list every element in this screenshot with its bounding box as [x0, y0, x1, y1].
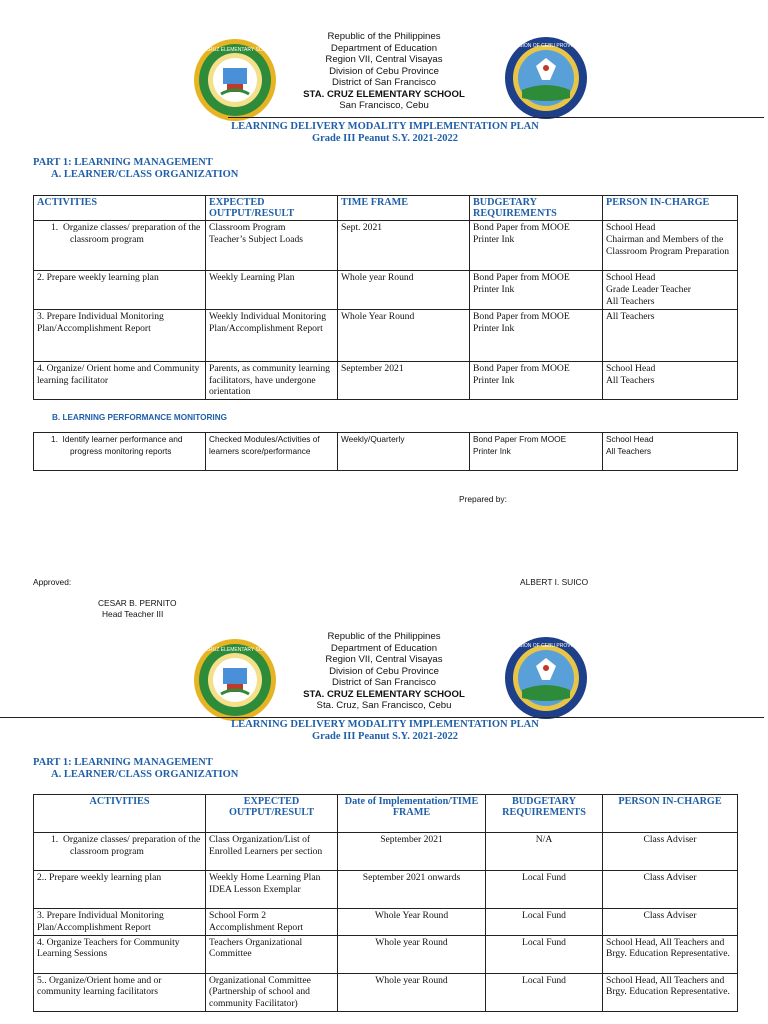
activity-cell: 2. Prepare weekly learning plan: [34, 271, 206, 309]
column-header: TIME FRAME: [338, 196, 470, 221]
person-cell: School Head, All Teachers and Brgy. Education Representative.: [603, 935, 738, 973]
budget-cell: Local Fund: [486, 871, 603, 909]
item-number: 1.: [51, 434, 58, 444]
time-cell: Whole Year Round: [338, 309, 470, 361]
activity-cell: 3. Prepare Individual Monitoring Plan/Accomplishment Report: [34, 309, 206, 361]
column-header: BUDGETARY REQUIREMENTS: [470, 196, 603, 221]
output-cell: Checked Modules/Activities of learners score/performance: [206, 433, 338, 471]
time-cell: Whole year Round: [338, 973, 486, 1011]
table-row: [34, 935, 738, 973]
letterhead-line: Republic of the Philippines: [327, 631, 441, 642]
letterhead-line: District of San Francisco: [332, 77, 436, 88]
school-address: San Francisco, Cebu: [339, 100, 429, 111]
svg-text:STA. CRUZ ELEMENTARY SCHOOL: STA. CRUZ ELEMENTARY SCHOOL: [193, 647, 277, 653]
part-heading: [33, 157, 238, 181]
letterhead-line: Division of Cebu Province: [329, 665, 439, 677]
person-cell: School Head Chairman and Members of the Classroom Program Preparation: [603, 221, 738, 271]
output-cell: Weekly Individual Monitoring Plan/Accomplishment Report: [206, 309, 338, 361]
activity-cell: [34, 221, 206, 271]
plan-title: LEARNING DELIVERY MODALITY IMPLEMENTATION PLAN: [231, 121, 539, 132]
division-seal-icon: [504, 36, 588, 120]
time-cell: Whole Year Round: [338, 909, 486, 936]
person-cell: All Teachers: [603, 309, 738, 361]
time-cell: September 2021: [338, 361, 470, 399]
letterhead-line: Region VII, Central Visayas: [325, 54, 443, 65]
time-cell: Whole year Round: [338, 935, 486, 973]
time-cell: Weekly/Quarterly: [338, 433, 470, 471]
letterhead-line: Department of Education: [330, 642, 438, 654]
budget-cell: N/A: [486, 833, 603, 871]
person-cell: School Head Grade Leader Teacher All Teachers: [603, 271, 738, 309]
output-cell: Weekly Learning Plan: [206, 271, 338, 309]
section-a-title: A. LEARNER/CLASS ORGANIZATION: [51, 769, 239, 780]
plan-title-block: [150, 719, 620, 742]
output-cell: Teachers Organizational Committee: [206, 935, 338, 973]
table-row: [34, 909, 738, 936]
division-seal-icon: [504, 636, 588, 720]
column-header: PERSON IN-CHARGE: [603, 196, 738, 221]
person-cell: School Head All Teachers: [603, 361, 738, 399]
letterhead: [230, 631, 538, 712]
preparer-name: ALBERT I. SUICO: [520, 577, 589, 587]
column-header: PERSON IN-CHARGE: [603, 795, 738, 833]
table-row: [34, 433, 738, 471]
activity-cell: 4. Organize Teachers for Community Learning Sessions: [34, 935, 206, 973]
table-header-row: [34, 196, 738, 221]
part-title: PART 1: LEARNING MANAGEMENT: [33, 757, 213, 768]
svg-text:STA. CRUZ ELEMENTARY SCHOOL: STA. CRUZ ELEMENTARY SCHOOL: [193, 47, 277, 53]
approver-title: Head Teacher III: [102, 609, 164, 619]
header-divider: [228, 117, 764, 118]
section-b-title: B. LEARNING PERFORMANCE MONITORING: [52, 413, 227, 422]
table-row: [34, 309, 738, 361]
activity-cell: 2.. Prepare weekly learning plan: [34, 871, 206, 909]
plan-subtitle: Grade III Peanut S.Y. 2021-2022: [311, 132, 459, 144]
activity-cell: 3. Prepare Individual Monitoring Plan/Accomplishment Report: [34, 909, 206, 936]
section-a-title: A. LEARNER/CLASS ORGANIZATION: [51, 169, 239, 180]
plan-subtitle: Grade III Peanut S.Y. 2021-2022: [311, 730, 459, 742]
output-cell: Weekly Home Learning Plan IDEA Lesson Exemplar: [206, 871, 338, 909]
activity-text: Identify learner performance and progress monitoring reports: [62, 434, 183, 456]
letterhead-line: Republic of the Philippines: [327, 31, 441, 42]
budget-cell: Bond Paper From MOOE Printer Ink: [470, 433, 603, 471]
activity-cell: [34, 833, 206, 871]
table-row: [34, 271, 738, 309]
person-cell: Class Adviser: [603, 833, 738, 871]
learner-organization-table: [33, 794, 738, 1012]
person-cell: School Head All Teachers: [603, 433, 738, 471]
activity-cell: 5.. Organize/Orient home and or community learning facilitators: [34, 973, 206, 1011]
part-heading: [33, 757, 238, 781]
budget-cell: Local Fund: [486, 973, 603, 1011]
letterhead-line: Department of Education: [330, 42, 438, 54]
person-cell: School Head, All Teachers and Brgy. Education Representative.: [603, 973, 738, 1011]
letterhead-line: Division of Cebu Province: [329, 65, 439, 77]
column-header: EXPECTED OUTPUT/RESULT: [206, 196, 338, 221]
budget-cell: Local Fund: [486, 909, 603, 936]
time-cell: September 2021 onwards: [338, 871, 486, 909]
performance-monitoring-table: [33, 432, 738, 471]
output-cell: Classroom Program Teacher’s Subject Loads: [206, 221, 338, 271]
school-address: Sta. Cruz, San Francisco, Cebu: [316, 700, 452, 711]
item-number: 1.: [51, 834, 59, 845]
budget-cell: Bond Paper from MOOE Printer Ink: [470, 271, 603, 309]
output-cell: Organizational Committee (Partnership of school and community Facilitator): [206, 973, 338, 1011]
column-header: EXPECTED OUTPUT/RESULT: [206, 795, 338, 833]
budget-cell: Local Fund: [486, 935, 603, 973]
time-cell: Whole year Round: [338, 271, 470, 309]
table-row: [34, 973, 738, 1011]
output-cell: Class Organization/List of Enrolled Learners per section: [206, 833, 338, 871]
learner-organization-table: [33, 195, 738, 400]
document-page-2: [0, 606, 768, 1024]
plan-title-block: [150, 121, 620, 144]
activity-cell: 4. Organize/ Orient home and Community learning facilitator: [34, 361, 206, 399]
budget-cell: Bond Paper from MOOE Printer Ink: [470, 361, 603, 399]
column-header: Date of Implementation/TIME FRAME: [338, 795, 486, 833]
output-cell: Parents, as community learning facilitators, have undergone orientation: [206, 361, 338, 399]
school-name: STA. CRUZ ELEMENTARY SCHOOL: [303, 88, 465, 100]
time-cell: Sept. 2021: [338, 221, 470, 271]
budget-cell: Bond Paper from MOOE Printer Ink: [470, 221, 603, 271]
approver-name: CESAR B. PERNITO: [98, 598, 177, 608]
letterhead: [230, 31, 538, 112]
column-header: ACTIVITIES: [34, 196, 206, 221]
part-title: PART 1: LEARNING MANAGEMENT: [33, 157, 213, 168]
activity-cell: [34, 433, 206, 471]
table-row: [34, 871, 738, 909]
table-row: [34, 221, 738, 271]
letterhead-line: Region VII, Central Visayas: [325, 654, 443, 665]
output-cell: School Form 2 Accomplishment Report: [206, 909, 338, 936]
plan-title: LEARNING DELIVERY MODALITY IMPLEMENTATION PLAN: [231, 719, 539, 730]
prepared-by-label: Prepared by:: [459, 494, 507, 504]
svg-text:DIVISION OF CEBU PROVINCE: DIVISION OF CEBU PROVINCE: [509, 43, 583, 49]
activity-text: Organize classes/ preparation of the classroom program: [63, 834, 201, 857]
activity-text: Organize classes/ preparation of the classroom program: [63, 222, 201, 246]
approved-label: Approved:: [33, 577, 72, 587]
budget-cell: Bond Paper from MOOE Printer Ink: [470, 309, 603, 361]
person-cell: Class Adviser: [603, 871, 738, 909]
column-header: BUDGETARY REQUIREMENTS: [486, 795, 603, 833]
table-header-row: [34, 795, 738, 833]
column-header: ACTIVITIES: [34, 795, 206, 833]
time-cell: September 2021: [338, 833, 486, 871]
table-row: [34, 833, 738, 871]
item-number: 1.: [51, 222, 59, 234]
letterhead-line: District of San Francisco: [332, 677, 436, 688]
svg-text:DIVISION OF CEBU PROVINCE: DIVISION OF CEBU PROVINCE: [509, 643, 583, 649]
header-divider: [0, 717, 764, 718]
table-row: [34, 361, 738, 399]
person-cell: Class Adviser: [603, 909, 738, 936]
school-name: STA. CRUZ ELEMENTARY SCHOOL: [303, 688, 465, 700]
